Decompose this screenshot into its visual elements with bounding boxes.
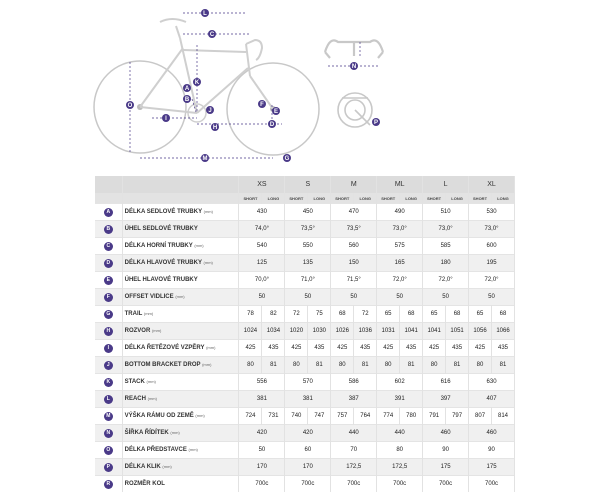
cell-value: 65 xyxy=(423,306,446,323)
cell-value: 425 xyxy=(331,340,354,357)
sub-short-label: SHORT xyxy=(239,193,262,204)
cell-value: 50 xyxy=(331,289,377,306)
cell-value: 586 xyxy=(331,374,377,391)
row-unit: (mm) xyxy=(194,243,203,248)
cell-value: 1020 xyxy=(285,323,308,340)
cell-value: 50 xyxy=(285,289,331,306)
row-name: VÝŠKA RÁMU OD ZEMĚ xyxy=(125,413,194,419)
cell-value: 80 xyxy=(423,357,446,374)
row-unit: (mm) xyxy=(152,328,161,333)
cell-value: 381 xyxy=(285,391,331,408)
cell-value: 420 xyxy=(239,425,285,442)
row-name: DÉLKA HORNÍ TRUBKY xyxy=(125,243,193,249)
cell-value: 560 xyxy=(331,238,377,255)
cell-value: 1034 xyxy=(262,323,285,340)
cell-value: 764 xyxy=(354,408,377,425)
cell-value: 440 xyxy=(331,425,377,442)
row-letter-badge: K xyxy=(104,378,113,387)
size-l: L xyxy=(423,176,469,193)
size-s: S xyxy=(285,176,331,193)
row-name: ÚHEL SEDLOVÉ TRUBKY xyxy=(125,226,198,232)
size-header-row xyxy=(95,176,515,193)
cell-value: 540 xyxy=(239,238,285,255)
cell-value: 80 xyxy=(331,357,354,374)
sub-long-label: LONG xyxy=(354,193,377,204)
sub-long-label: LONG xyxy=(400,193,423,204)
cell-value: 731 xyxy=(262,408,285,425)
cell-value: 600 xyxy=(469,238,515,255)
cell-value: 81 xyxy=(492,357,515,374)
cell-value: 1051 xyxy=(446,323,469,340)
cell-value: 50 xyxy=(239,289,285,306)
marker-J: J xyxy=(208,108,211,114)
cell-value: 1041 xyxy=(423,323,446,340)
cell-value: 72 xyxy=(285,306,308,323)
table-row xyxy=(95,238,515,255)
row-name: DÉLKA HLAVOVÉ TRUBKY xyxy=(125,260,202,266)
cell-value: 72,0° xyxy=(469,272,515,289)
sub-long-label: LONG xyxy=(262,193,285,204)
table-row xyxy=(95,323,515,340)
cell-value: 175 xyxy=(469,459,515,476)
row-unit: (mm) xyxy=(195,413,204,418)
cell-value: 450 xyxy=(285,204,331,221)
cell-value: 70,0° xyxy=(239,272,285,289)
cell-value: 80 xyxy=(469,357,492,374)
sub-short-label: SHORT xyxy=(285,193,308,204)
cell-value: 435 xyxy=(400,340,423,357)
row-letter-badge: F xyxy=(104,293,113,302)
row-letter-badge: B xyxy=(104,225,113,234)
cell-value: 460 xyxy=(423,425,469,442)
row-letter-badge: H xyxy=(104,327,113,336)
row-name: DÉLKA PŘEDSTAVCE xyxy=(125,447,187,453)
cell-value: 71,5° xyxy=(331,272,377,289)
cell-value: 460 xyxy=(469,425,515,442)
marker-N: N xyxy=(352,64,356,70)
marker-F: F xyxy=(260,102,264,108)
crankset-diagram xyxy=(338,93,372,127)
cell-value: 170 xyxy=(285,459,331,476)
cell-value: 425 xyxy=(285,340,308,357)
cell-value: 81 xyxy=(400,357,423,374)
cell-value: 80 xyxy=(377,357,400,374)
table-row xyxy=(95,306,515,323)
row-name: BOTTOM BRACKET DROP xyxy=(125,362,201,368)
row-name: REACH xyxy=(125,396,146,402)
sub-short-label: SHORT xyxy=(423,193,446,204)
size-ml: ML xyxy=(377,176,423,193)
cell-value: 425 xyxy=(469,340,492,357)
row-unit: (mm) xyxy=(202,362,211,367)
size-xl: XL xyxy=(469,176,515,193)
cell-value: 1036 xyxy=(354,323,377,340)
table-row xyxy=(95,204,515,221)
cell-value: 780 xyxy=(400,408,423,425)
geometry-table xyxy=(95,176,515,492)
row-letter-badge: O xyxy=(104,446,113,455)
cell-value: 81 xyxy=(354,357,377,374)
cell-value: 165 xyxy=(377,255,423,272)
cell-value: 700c xyxy=(331,476,377,492)
cell-value: 747 xyxy=(308,408,331,425)
cell-value: 700c xyxy=(469,476,515,492)
row-name: TRAIL xyxy=(125,311,143,317)
cell-value: 80 xyxy=(285,357,308,374)
cell-value: 1026 xyxy=(331,323,354,340)
cell-value: 75 xyxy=(308,306,331,323)
row-unit: (mm) xyxy=(204,260,213,265)
cell-value: 70 xyxy=(331,442,377,459)
row-name: STACK xyxy=(125,379,145,385)
sub-long-label: LONG xyxy=(446,193,469,204)
cell-value: 391 xyxy=(377,391,423,408)
row-unit: (mm) xyxy=(148,396,157,401)
cell-value: 150 xyxy=(331,255,377,272)
cell-value: 1056 xyxy=(469,323,492,340)
row-unit: (mm) xyxy=(204,209,213,214)
cell-value: 602 xyxy=(377,374,423,391)
cell-value: 435 xyxy=(354,340,377,357)
cell-value: 425 xyxy=(423,340,446,357)
cell-value: 72,0° xyxy=(423,272,469,289)
cell-value: 68 xyxy=(446,306,469,323)
table-row xyxy=(95,340,515,357)
row-letter-badge: C xyxy=(104,242,113,251)
dimension-guides xyxy=(130,13,282,158)
handlebar-diagram xyxy=(325,40,383,58)
row-name: ŠÍŘKA ŘÍDÍTEK xyxy=(125,430,169,436)
cell-value: 73,5° xyxy=(331,221,377,238)
size-m: M xyxy=(331,176,377,193)
cell-value: 585 xyxy=(423,238,469,255)
cell-value: 1066 xyxy=(492,323,515,340)
row-letter-badge: N xyxy=(104,429,113,438)
cell-value: 73,0° xyxy=(469,221,515,238)
cell-value: 65 xyxy=(377,306,400,323)
marker-B: B xyxy=(185,97,190,103)
cell-value: 73,5° xyxy=(285,221,331,238)
row-letter-badge: P xyxy=(104,463,113,472)
cell-value: 435 xyxy=(262,340,285,357)
cell-value: 172,5 xyxy=(331,459,377,476)
cell-value: 387 xyxy=(331,391,377,408)
marker-D: D xyxy=(270,122,275,128)
row-name: OFFSET VIDLICE xyxy=(125,294,174,300)
cell-value: 170 xyxy=(239,459,285,476)
table-row xyxy=(95,408,515,425)
marker-E: E xyxy=(274,109,278,115)
marker-G: G xyxy=(285,156,290,162)
cell-value: 430 xyxy=(239,204,285,221)
cell-value: 50 xyxy=(469,289,515,306)
cell-value: 470 xyxy=(331,204,377,221)
cell-value: 774 xyxy=(377,408,400,425)
cell-value: 425 xyxy=(239,340,262,357)
cell-value: 175 xyxy=(423,459,469,476)
cell-value: 530 xyxy=(469,204,515,221)
table-row xyxy=(95,459,515,476)
table-row xyxy=(95,391,515,408)
table-row xyxy=(95,476,515,492)
row-unit: (mm) xyxy=(162,464,171,469)
cell-value: 80 xyxy=(239,357,262,374)
marker-M: M xyxy=(203,156,208,162)
cell-value: 68 xyxy=(400,306,423,323)
marker-I: I xyxy=(165,116,167,122)
row-name: DÉLKA KLIK xyxy=(125,464,161,470)
cell-value: 791 xyxy=(423,408,446,425)
row-letter-badge: J xyxy=(104,361,113,370)
cell-value: 381 xyxy=(239,391,285,408)
marker-P: P xyxy=(374,120,378,126)
cell-value: 556 xyxy=(239,374,285,391)
cell-value: 407 xyxy=(469,391,515,408)
cell-value: 510 xyxy=(423,204,469,221)
row-name: DÉLKA SEDLOVÉ TRUBKY xyxy=(125,209,202,215)
cell-value: 435 xyxy=(446,340,469,357)
cell-value: 65 xyxy=(469,306,492,323)
cell-value: 68 xyxy=(331,306,354,323)
cell-value: 630 xyxy=(469,374,515,391)
row-unit: (mm) xyxy=(206,345,215,350)
bike-geometry-diagram xyxy=(0,0,600,175)
cell-value: 700c xyxy=(423,476,469,492)
cell-value: 1024 xyxy=(239,323,262,340)
row-name: DÉLKA ŘETĚZOVÉ VZPĚRY xyxy=(125,345,205,351)
row-unit: (mm) xyxy=(175,294,184,299)
cell-value: 72 xyxy=(354,306,377,323)
marker-C: C xyxy=(210,32,215,38)
cell-value: 807 xyxy=(469,408,492,425)
cell-value: 440 xyxy=(377,425,423,442)
row-name: ÚHEL HLAVOVÉ TRUBKY xyxy=(125,277,198,283)
table-row xyxy=(95,289,515,306)
cell-value: 50 xyxy=(377,289,423,306)
cell-value: 575 xyxy=(377,238,423,255)
cell-value: 1031 xyxy=(377,323,400,340)
cell-value: 125 xyxy=(239,255,285,272)
table-row xyxy=(95,442,515,459)
cell-value: 50 xyxy=(423,289,469,306)
row-letter-badge: M xyxy=(104,412,113,421)
table-row xyxy=(95,374,515,391)
cell-value: 195 xyxy=(469,255,515,272)
table-row xyxy=(95,255,515,272)
cell-value: 1030 xyxy=(308,323,331,340)
cell-value: 71,0° xyxy=(285,272,331,289)
row-name: ROZMĚR KOL xyxy=(125,481,165,487)
cell-value: 68 xyxy=(492,306,515,323)
row-letter-badge: I xyxy=(104,344,113,353)
cell-value: 757 xyxy=(331,408,354,425)
cell-value: 435 xyxy=(308,340,331,357)
sub-short-label: SHORT xyxy=(469,193,492,204)
cell-value: 90 xyxy=(423,442,469,459)
row-unit: (mm) xyxy=(144,311,153,316)
cell-value: 81 xyxy=(308,357,331,374)
cell-value: 60 xyxy=(285,442,331,459)
cell-value: 740 xyxy=(285,408,308,425)
cell-value: 550 xyxy=(285,238,331,255)
cell-value: 420 xyxy=(285,425,331,442)
cell-value: 814 xyxy=(492,408,515,425)
cell-value: 724 xyxy=(239,408,262,425)
cell-value: 90 xyxy=(469,442,515,459)
cell-value: 397 xyxy=(423,391,469,408)
cell-value: 80 xyxy=(377,442,423,459)
table-row xyxy=(95,272,515,289)
cell-value: 81 xyxy=(446,357,469,374)
sub-long-label: LONG xyxy=(492,193,515,204)
cell-value: 700c xyxy=(285,476,331,492)
row-unit: (mm) xyxy=(170,430,179,435)
row-letter-badge: G xyxy=(104,310,113,319)
cell-value: 81 xyxy=(262,357,285,374)
marker-A: A xyxy=(185,86,190,92)
row-letter-badge: R xyxy=(104,480,113,489)
sub-long-label: LONG xyxy=(308,193,331,204)
cell-value: 74,0° xyxy=(239,221,285,238)
row-unit: (mm) xyxy=(147,379,156,384)
sub-header-row xyxy=(95,193,515,204)
cell-value: 73,0° xyxy=(423,221,469,238)
row-letter-badge: L xyxy=(104,395,113,404)
marker-O: O xyxy=(128,103,133,109)
cell-value: 72,0° xyxy=(377,272,423,289)
marker-H: H xyxy=(213,125,217,131)
cell-value: 490 xyxy=(377,204,423,221)
sub-short-label: SHORT xyxy=(377,193,400,204)
cell-value: 700c xyxy=(377,476,423,492)
cell-value: 78 xyxy=(239,306,262,323)
row-name: ROZVOR xyxy=(125,328,151,334)
cell-value: 135 xyxy=(285,255,331,272)
cell-value: 616 xyxy=(423,374,469,391)
cell-value: 82 xyxy=(262,306,285,323)
cell-value: 1041 xyxy=(400,323,423,340)
row-letter-badge: A xyxy=(104,208,113,217)
cell-value: 425 xyxy=(377,340,400,357)
sub-short-label: SHORT xyxy=(331,193,354,204)
cell-value: 180 xyxy=(423,255,469,272)
cell-value: 700c xyxy=(239,476,285,492)
cell-value: 570 xyxy=(285,374,331,391)
row-letter-badge: D xyxy=(104,259,113,268)
marker-K: K xyxy=(195,80,200,86)
cell-value: 73,0° xyxy=(377,221,423,238)
table-row xyxy=(95,221,515,238)
table-row xyxy=(95,357,515,374)
cell-value: 172,5 xyxy=(377,459,423,476)
size-xs: XS xyxy=(239,176,285,193)
marker-L: L xyxy=(203,11,207,17)
table-row xyxy=(95,425,515,442)
cell-value: 797 xyxy=(446,408,469,425)
cell-value: 435 xyxy=(492,340,515,357)
cell-value: 50 xyxy=(239,442,285,459)
row-unit: (mm) xyxy=(189,447,198,452)
row-letter-badge: E xyxy=(104,276,113,285)
